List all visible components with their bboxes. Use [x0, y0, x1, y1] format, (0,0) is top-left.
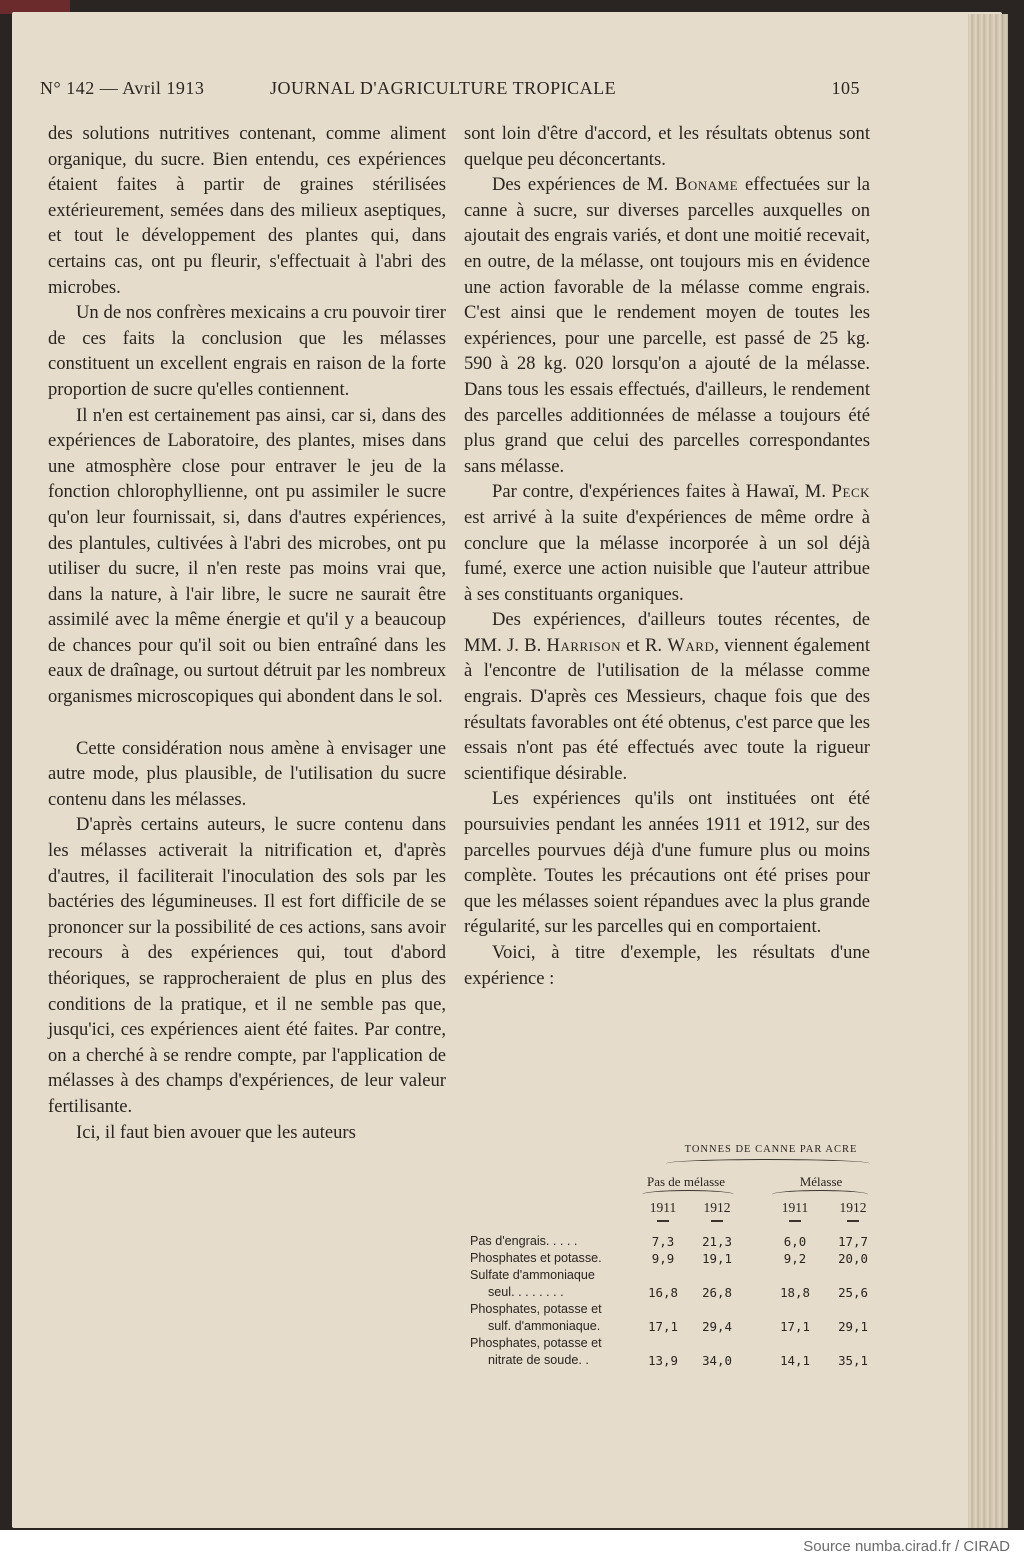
year-header: 1912 [839, 1200, 867, 1215]
group-brace [772, 1190, 868, 1199]
paragraph: sont loin d'être d'accord, et les résultats obtenus sont quelque peu déconcertants. [464, 123, 870, 170]
dash [847, 1220, 859, 1222]
row-label: Sulfate d'ammoniaque [470, 1268, 595, 1282]
dash [711, 1220, 723, 1222]
left-column [48, 121, 446, 1145]
row-label: Pas d'engrais. . . . . [470, 1234, 578, 1248]
title-brace [666, 1159, 870, 1168]
dash [789, 1220, 801, 1222]
paragraph: Un de nos confrères mexicains a cru pouvoir tirer de ces faits la conclusion que les mélasses constituent un excellent engrais en raison de la forte proportion de sucre qu'elles contiennent. [48, 302, 446, 400]
cell: 14,1 [780, 1353, 810, 1368]
journal-title: JOURNAL D'AGRICULTURE TROPICALE [270, 78, 617, 98]
row-label: Phosphates, potasse et [470, 1336, 602, 1350]
cell: 9,2 [783, 1251, 807, 1266]
paragraph: Par contre, d'expériences faites à Hawaï, M. Peck est arrivé à la suite d'expériences de même ordre à conclure que la mélasse incorporée à un sol déjà fumé, exerce une action nuisible que l'auteur attribue à ses constituants organiques. [464, 481, 870, 605]
row-label: Phosphates, potasse et [470, 1302, 602, 1316]
cell: 34,0 [702, 1353, 732, 1368]
running-header [40, 78, 860, 102]
group-brace [642, 1190, 734, 1199]
group-header-no-molasses: Pas de mélasse [647, 1174, 725, 1189]
year-header: 1911 [649, 1200, 677, 1215]
paragraph: des solutions nutritives contenant, comme aliment organique, du sucre. Bien entendu, ces expériences étaient faites à partir de graines stérilisées extérieurement, semées dans des milieux aseptiques, et tout le développement des plantes qui, dans certains cas, ont pu fleurir, s'effectuait à l'abri des microbes. [48, 123, 446, 298]
group-header-molasses: Mélasse [799, 1174, 843, 1189]
cell: 20,0 [838, 1251, 868, 1266]
cell: 17,1 [780, 1319, 810, 1334]
row-label: nitrate de soude. . [488, 1353, 589, 1367]
right-column [464, 121, 870, 991]
cell: 19,1 [702, 1251, 732, 1266]
page-edge [968, 14, 1008, 1528]
cell: 17,1 [648, 1319, 678, 1334]
year-header: 1911 [781, 1200, 809, 1215]
row-label: Phosphates et potasse. [470, 1251, 602, 1265]
author-name: Harrison [546, 634, 622, 656]
issue-label: N° 142 — Avril 1913 [40, 78, 205, 98]
table-title: TONNES DE CANNE PAR ACRE [684, 1144, 858, 1155]
paragraph: Il n'en est certainement pas ainsi, car si, dans des expériences de Laboratoire, des plantes, mises dans une atmosphère close pour entraver le jeu de la fonction chlorophyllienne, ont pu assimiler le sucre qu'on leur fournissait, si, dans d'autres expériences, des plantules, cultivées à l'abri des microbes, ont pu utiliser du sucre, il n'en reste pas moins vrai que, dans la nature, à l'air libre, le sucre ne saurait être assimilé avec la même énergie et qu'il y a beaucoup de chances pour qu'il soit ou bien entraîné dans les eaux de draînage, ou surtout détruit par les nombreux organismes microscopiques qui abondent dans le sol. [48, 404, 446, 708]
row-label: seul. . . . . . . . [488, 1285, 564, 1299]
cell: 26,8 [702, 1285, 732, 1300]
year-header: 1912 [703, 1200, 731, 1215]
source-credit: Source numba.cirad.fr / CIRAD [803, 1538, 1010, 1555]
cell: 7,3 [651, 1234, 675, 1249]
cell: 25,6 [838, 1285, 868, 1300]
paragraph: Des expériences de M. Boname effectuées sur la canne à sucre, sur diverses parcelles auxquelles on ajoutait des engrais variés, et dont une moitié recevait, en outre, de la mélasse, ont toujours mis en évidence une action favorable de la mélasse comme engrais. C'est ainsi que le rendement moyen de toutes les expériences, pour une parcelle, est passé de 25 kg. 590 à 28 kg. 020 lorsqu'on a ajouté de la mélasse. Dans tous les essais effectués, d'ailleurs, le rendement des parcelles additionnées de mélasse a toujours été plus grand que celui des parcelles correspondantes sans mélasse. [464, 174, 870, 477]
cell: 29,1 [838, 1319, 868, 1334]
paragraph: D'après certains auteurs, le sucre contenu dans les mélasses activerait la nitrification et, d'après d'autres, il faciliterait l'inoculation des sols par les bactéries des légumineuses. Il est fort difficile de se prononcer sur la possibilité de ces actions, sans avoir recours à des expériences qui, tout d'abord théoriques, se rapprocheraient de plus en plus des conditions de la pratique, et il ne semble pas que, jusqu'ici, ces expériences aient été faites. Par contre, on a cherché à se rendre compte, par l'application de mélasses à des champs d'expériences, de leur valeur fertilisante. [48, 814, 446, 1117]
cell: 16,8 [648, 1285, 678, 1300]
dash [657, 1220, 669, 1222]
paragraph: Les expériences qu'ils ont instituées ont été poursuivies pendant les années 1911 et 1912, sur des parcelles pourvues déjà d'une fumure plus ou moins complète. Toutes les précautions ont été prises pour que les mélasses soient répandues avec la plus grande régularité, sur les parcelles qui en comportaient. [464, 788, 870, 938]
cell: 29,4 [702, 1319, 732, 1334]
paragraph: Ici, il faut bien avouer que les auteurs [76, 1121, 356, 1143]
cell: 18,8 [780, 1285, 810, 1300]
author-name: Peck [831, 481, 870, 503]
author-name: Ward [667, 634, 715, 656]
author-name: Boname [675, 174, 739, 196]
cell: 6,0 [783, 1234, 807, 1249]
cell: 21,3 [702, 1234, 732, 1249]
cell: 35,1 [838, 1353, 868, 1368]
paragraph: Des expériences, d'ailleurs toutes récentes, de MM. J. B. Harrison et R. Ward, viennent également à l'encontre de l'utilisation de la mélasse comme engrais. D'après ces Messieurs, chaque fois que des résultats favorables ont été obtenus, c'est parce que les essais n'ont pas été effectués avec toute la rigueur scientifique désirable. [464, 609, 870, 784]
cell: 13,9 [648, 1353, 678, 1368]
paragraph: Cette considération nous amène à envisager une autre mode, plus plausible, de l'utilisation du sucre contenu dans les mélasses. [48, 737, 446, 810]
row-label: sulf. d'ammoniaque. [488, 1319, 601, 1333]
cell: 9,9 [651, 1251, 675, 1266]
page-number: 105 [831, 78, 860, 98]
cell: 17,7 [838, 1234, 868, 1249]
paragraph: Voici, à titre d'exemple, les résultats d'une expérience : [464, 942, 870, 989]
